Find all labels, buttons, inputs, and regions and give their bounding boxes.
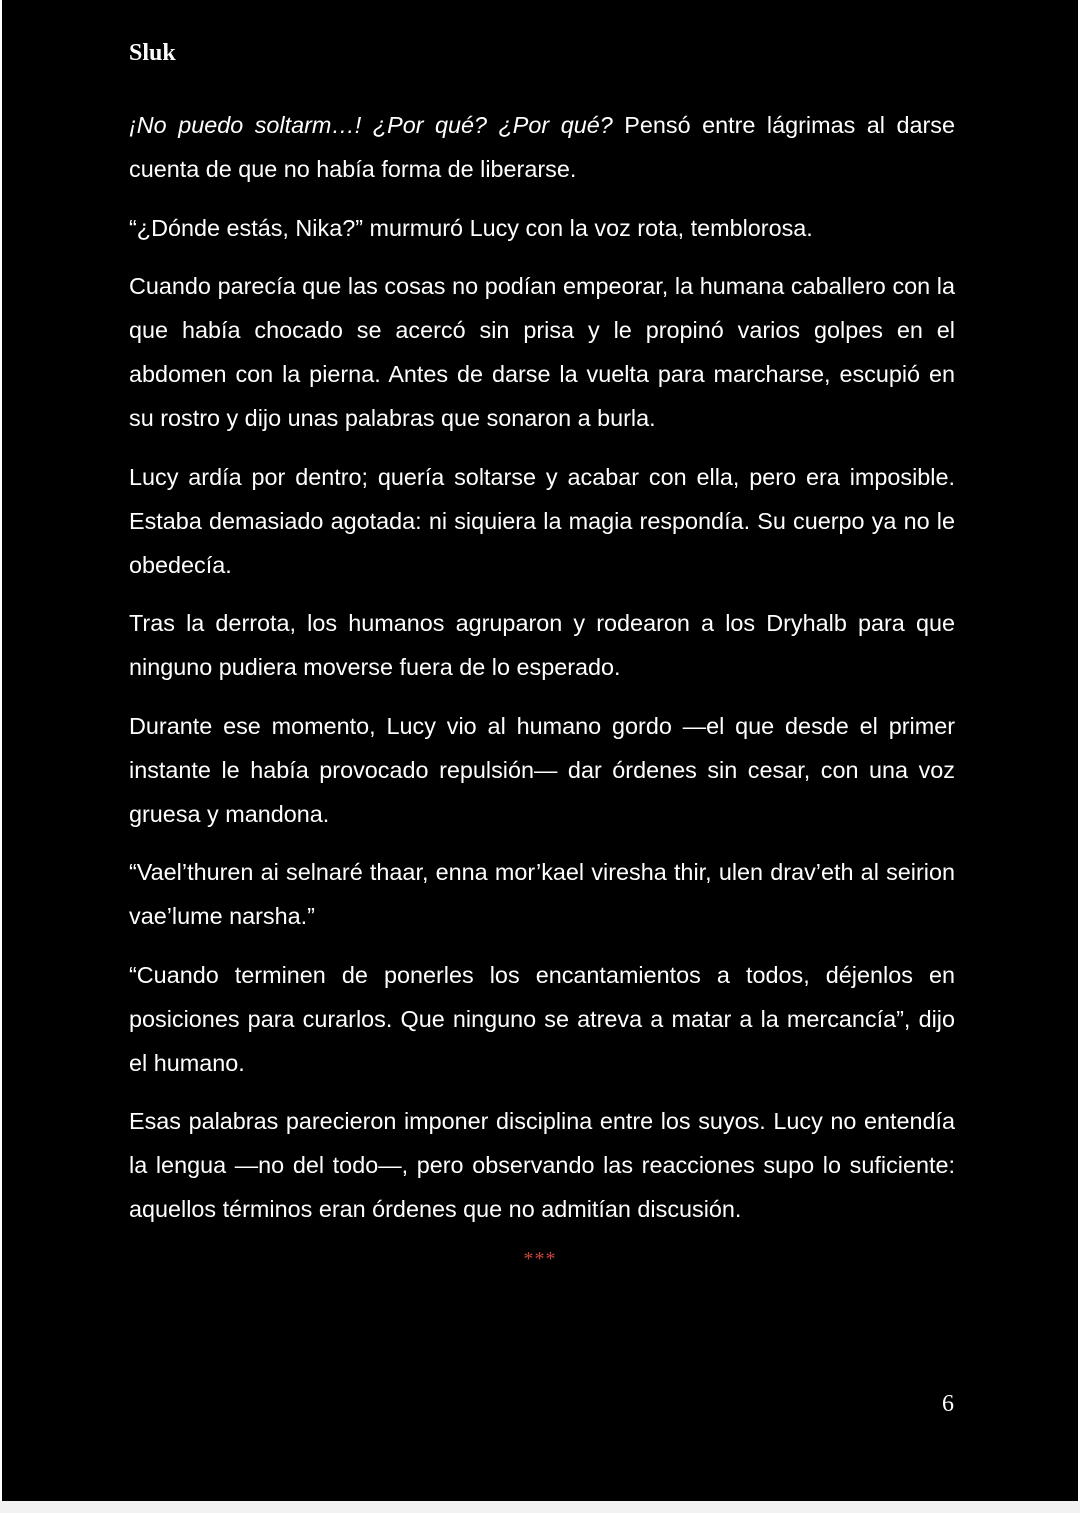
paragraph-1-italic-thought: ¡No puedo soltarm…! ¿Por qué? ¿Por qué? xyxy=(129,112,613,138)
paragraph-7: “Vael’thuren ai selnaré thaar, enna mor’kael viresha thir, ulen drav’eth al seirion vae’lume narsha.” xyxy=(129,859,955,929)
body-text xyxy=(129,103,955,1246)
page-bottom-strip xyxy=(0,1501,1080,1513)
paragraph-4: Lucy ardía por dentro; quería soltarse y acabar con ella, pero era imposible. Estaba demasiado agotada: ni siquiera la magia respondía. Su cuerpo ya no le obedecía. xyxy=(129,463,955,578)
paragraph-6: Durante ese momento, Lucy vio al humano gordo —el que desde el primer instante le había provocado repulsión— dar órdenes sin cesar, con una voz gruesa y mandona. xyxy=(129,712,955,827)
paragraph-3: Cuando parecía que las cosas no podían empeorar, la humana caballero con la que había chocado se acercó sin prisa y le propinó varios golpes en el abdomen con la pierna. Antes de darse la vuelta para marcharse, escupió en su rostro y dijo unas palabras que sonaron a burla. xyxy=(129,273,955,431)
document-page xyxy=(2,0,1078,1501)
scene-break-separator: *** xyxy=(523,1248,557,1270)
paragraph-1-text: Pensó entre lágrimas al darse cuenta de que no había forma de liberarse. xyxy=(129,112,955,182)
page-number: 6 xyxy=(942,1391,954,1417)
paragraph-1 xyxy=(129,103,955,191)
running-header: Sluk xyxy=(129,40,176,66)
paragraph-9: Esas palabras parecieron imponer disciplina entre los suyos. Lucy no entendía la lengua —no del todo—, pero observando las reacciones supo lo suficiente: aquellos términos eran órdenes que no admitían discusión. xyxy=(129,1108,955,1222)
paragraph-2: “¿Dónde estás, Nika?” murmuró Lucy con la voz rota, temblorosa. xyxy=(129,214,813,241)
paragraph-5: Tras la derrota, los humanos agruparon y rodearon a los Dryhalb para que ninguno pudiera moverse fuera de lo esperado. xyxy=(129,610,955,680)
paragraph-8: “Cuando terminen de ponerles los encantamientos a todos, déjenlos en posiciones para curarlos. Que ninguno se atreva a matar a la mercancía”, dijo el humano. xyxy=(129,961,955,1076)
